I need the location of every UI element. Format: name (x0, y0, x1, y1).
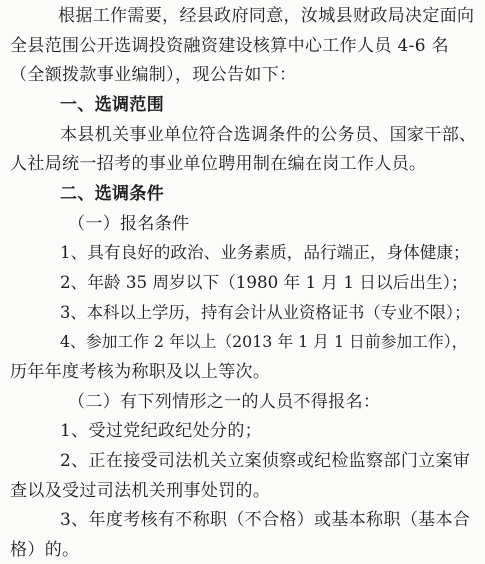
intro-line-2: 全县范围公开选调投资融资建设核算中心工作人员 4-6 名 (10, 36, 449, 56)
exclusion-item-2-cont: 查以及受过司法机关刑事处罚的。 (10, 481, 271, 501)
intro-line-1: 根据工作需要，经县政府同意，汝城县财政局决定面向 (58, 6, 475, 26)
exclusion-item-3-cont: 格）的。 (10, 540, 80, 560)
condition-item-4-cont: 历年年度考核为称职及以上等次。 (10, 362, 271, 382)
section-1-heading: 一、选调范围 (60, 95, 165, 115)
section-1-body-line-1: 本县机关事业单位符合选调条件的公务员、国家干部、 (60, 125, 477, 145)
condition-item-4: 4、参加工作 2 年以上（2013 年 1 月 1 日前参加工作）， (60, 332, 468, 351)
condition-item-3: 3、本科以上学历，持有会计从业资格证书（专业不限）； (60, 303, 471, 322)
section-1-body-line-2: 人社局统一招考的事业单位聘用制在编在岗工作人员。 (10, 154, 427, 174)
exclusion-item-3: 3、年度考核有不称职（不合格）或基本称职（基本合 (60, 510, 471, 530)
condition-item-2: 2、年龄 35 周岁以下（1980 年 1 月 1 日以后出生）； (60, 273, 468, 292)
intro-line-3: （全额拨款事业编制），现公告如下： (10, 65, 297, 85)
section-2-heading: 二、选调条件 (60, 184, 165, 204)
subsection-1-heading: （一）报名条件 (68, 214, 190, 234)
subsection-2-heading: （二）有下列情形之一的人员不得报名： (68, 392, 381, 412)
exclusion-item-2: 2、正在接受司法机关立案侦察或纪检监察部门立案审 (60, 451, 471, 471)
condition-item-1: 1、具有良好的政治、业务素质，品行端正，身体健康； (60, 243, 470, 262)
exclusion-item-1: 1、受过党纪政纪处分的； (60, 421, 263, 441)
